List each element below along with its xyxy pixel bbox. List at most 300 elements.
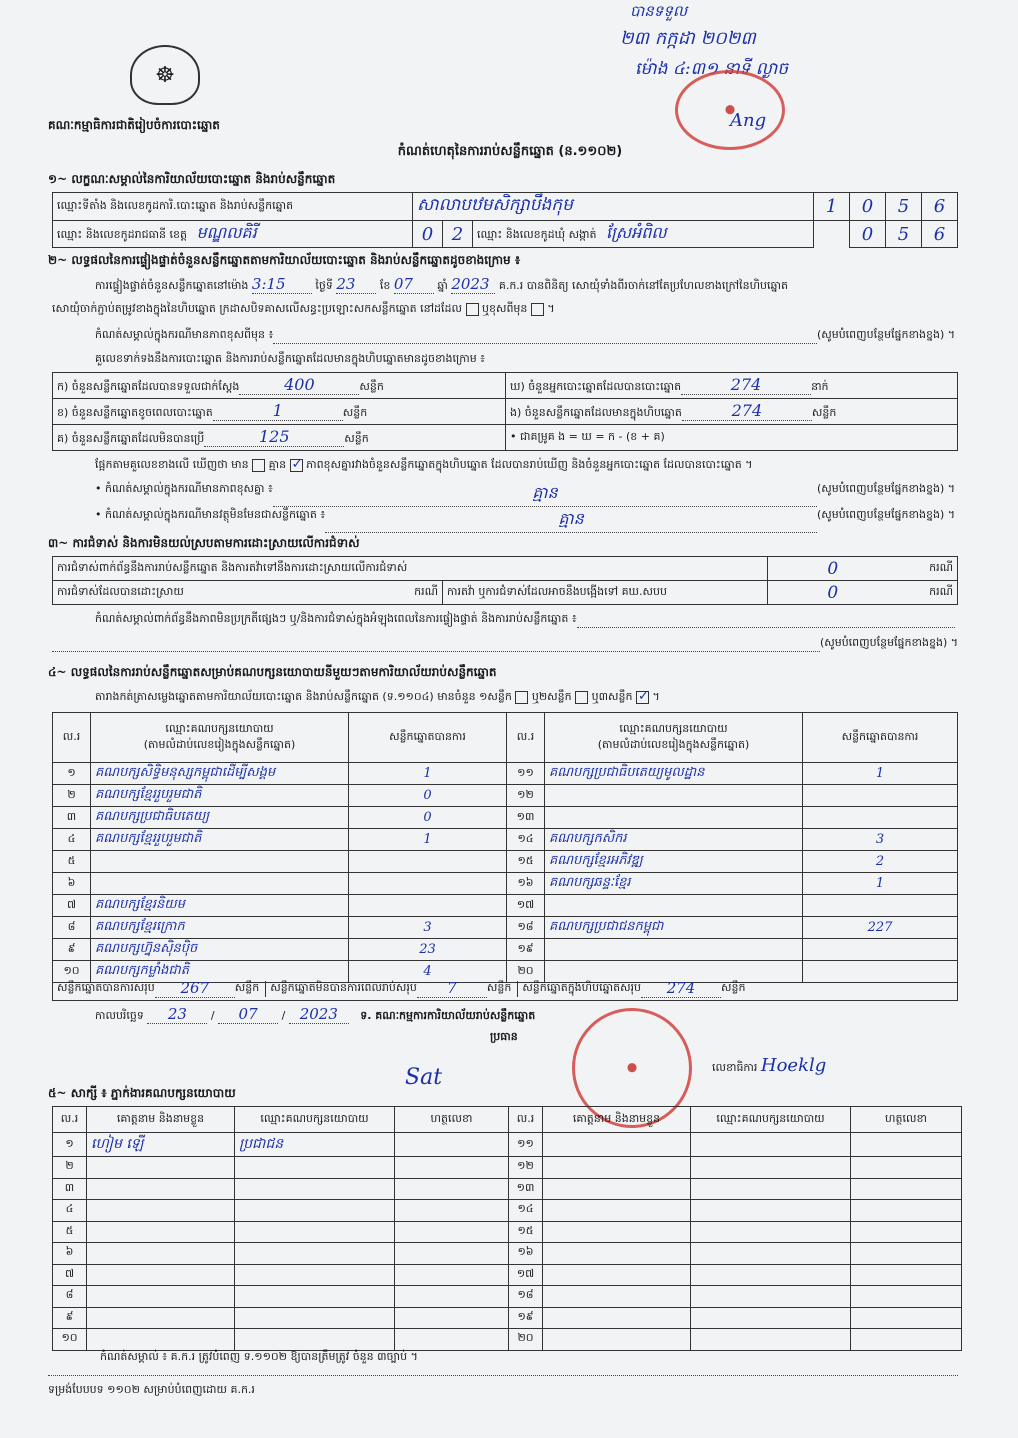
witness-signature: [851, 1329, 962, 1351]
complaints-row1-label: ការជំទាស់ពាក់ព័ន្ធនឹងការរាប់សន្លឹកឆ្នោត និងការតវ៉ាទៅនឹងការដោះស្រាយលើការជំទាស់: [53, 557, 768, 581]
party-votes: 3: [803, 829, 958, 851]
witness-name: [543, 1329, 691, 1351]
code-digit: 5: [886, 221, 922, 248]
witness-signature: [851, 1264, 962, 1286]
col-no: ល.រ: [509, 1107, 543, 1133]
date-line: កាលបរិច្ឆេទ 23 / 07 / 2023 ទ. គណៈកម្មការការិយាល័យរាប់សន្លឹកឆ្នោត: [95, 1005, 536, 1023]
party-name: គណបក្សខ្មែររួបរួមជាតិ: [91, 785, 349, 807]
results-table: [52, 712, 958, 983]
witness-name: [543, 1307, 691, 1329]
commune-label: ឈ្មោះ និងលេខកូដឃុំ សង្កាត់: [477, 228, 597, 241]
party-votes: [803, 785, 958, 807]
party-votes: 23: [349, 939, 507, 961]
diff-note-label: កំណត់សម្គាល់ក្នុងករណីមានភាពខុសពីមុន ៖: [95, 328, 274, 341]
resolved-label: ការជំទាស់ដែលបានដោះស្រាយ: [53, 581, 383, 605]
figures-table: [52, 372, 958, 451]
party-name: គណបក្សកសិករ: [545, 829, 803, 851]
row-number: ១: [53, 1133, 87, 1157]
polling-station-label: ឈ្មោះទីតាំង និងលេខកូដការិ.បោះឆ្នោត និងរាប់សន្លឹកឆ្នោត: [53, 193, 413, 221]
party-votes: 0: [349, 807, 507, 829]
witness-party: [691, 1329, 851, 1351]
witness-signature: [395, 1286, 509, 1308]
witness-row: [53, 1286, 962, 1308]
row-number: ១២: [509, 1157, 543, 1179]
code-digit: 6: [922, 221, 958, 248]
witness-row: [53, 1178, 962, 1200]
row-number: ១៩: [509, 1307, 543, 1329]
witness-name: [543, 1264, 691, 1286]
party-votes: 0: [349, 785, 507, 807]
receipt-note-line1: បានទទួល: [630, 2, 688, 20]
verification-line: [95, 275, 965, 295]
row-number: ២: [53, 1157, 87, 1179]
witness-signature: [851, 1157, 962, 1179]
witness-party: [691, 1200, 851, 1222]
row-number: ២: [53, 785, 91, 807]
row-number: ១៣: [507, 807, 545, 829]
verify-time: 3:15: [252, 275, 312, 294]
party-name: គណបក្សឆន្ទៈខ្មែរ: [545, 873, 803, 895]
code-digit: 0: [413, 221, 443, 248]
row-number: ២០: [509, 1329, 543, 1351]
party-name: គណបក្សខ្មែរនិយម: [91, 895, 349, 917]
results-row: [53, 851, 958, 873]
figure-b-value: 1: [213, 401, 343, 421]
section2-heading: ២~ លទ្ធផលនៃការផ្ទៀងផ្ទាត់ចំនួនសន្លឹកឆ្នោតតាមការិយាល័យបោះឆ្នោត និងរាប់សន្លឹកឆ្នោតដូចខាងក្រោម ៖: [48, 253, 521, 267]
witness-party: [235, 1178, 395, 1200]
verify-time-label: ការផ្ទៀងផ្ទាត់ចំនួនសន្លឹកឆ្នោតនៅម៉ោង: [95, 279, 249, 292]
witness-note: កំណត់សម្គាល់ ៖ គ.ក.រ ត្រូវបំពេញ ទ.១១០២ ឱ្យបានត្រឹមត្រូវ ចំនួន ៣ច្បាប់ ។: [100, 1350, 418, 1363]
code-digit: 0: [850, 221, 886, 248]
witness-party: [235, 1243, 395, 1265]
form-footer: ទម្រង់បែបបទ ១១០២ សម្រាប់បំពេញដោយ គ.ក.រ: [48, 1383, 255, 1396]
complaints-row1-value: 0: [768, 557, 898, 581]
results-row: [53, 785, 958, 807]
col-no: ល.រ: [53, 1107, 87, 1133]
witness-signature: [851, 1221, 962, 1243]
seal-text: សោយុំចាក់ភ្ជាប់តម្រូវខាងក្នុងនៃហិបឆ្នោត ក្រដាសបិទគាសលើសន្ធះប្រឡោះសកសន្លឹកឆ្នោត នៅដដែល: [52, 302, 462, 315]
figure-b-label: ខ) ចំនួនសន្លឹកឆ្នោតខូចពេលបោះឆ្នោត: [57, 406, 213, 419]
witness-row: [53, 1329, 962, 1351]
witness-party: [235, 1221, 395, 1243]
unit: នាក់: [811, 380, 829, 393]
witness-party: [235, 1200, 395, 1222]
witness-name: [543, 1200, 691, 1222]
different-label: ឬខុសពីមុន: [482, 302, 528, 315]
party-votes: [803, 939, 958, 961]
witness-signature: [395, 1264, 509, 1286]
party-name: [545, 939, 803, 961]
verify-year-label: ឆ្នាំ: [437, 279, 448, 292]
bullet2-label: • កំណត់សម្គាល់ក្នុងករណីមានវត្ថុមិនមែនជាសន្លឹកឆ្នោត ៖: [95, 508, 326, 521]
row-number: ៧: [53, 1264, 87, 1286]
section5-heading: ៥~ សាក្សី ៖ ភ្នាក់ងារគណបក្សនយោបាយ: [48, 1086, 236, 1100]
witness-row: [53, 1200, 962, 1222]
row-number: ១៨: [509, 1286, 543, 1308]
tally-sheets-label: តារាងកត់ត្រាសម្លេងឆ្នោតតាមការិយាល័យបោះឆ្នោត និងរាប់សន្លឹកឆ្នោត (ទ.១១០៤) មានចំនួន ១សន្លឹក: [95, 690, 512, 703]
row-number: ៧: [53, 895, 91, 917]
row-number: ៣: [53, 807, 91, 829]
row-number: ១៦: [509, 1243, 543, 1265]
col-votes: សន្លឹកឆ្នោតបានការ: [349, 713, 507, 763]
chair-label: ប្រធាន: [490, 1030, 518, 1043]
party-name: គណបក្សខ្មែរអភិវឌ្ឍ: [545, 851, 803, 873]
col-party-title: ឈ្មោះគណបក្សនយោបាយ: [619, 721, 728, 735]
code-digit: 2: [443, 221, 473, 248]
figure-c-value: 125: [204, 427, 344, 447]
party-name: គណបក្សហ្វ៊ុនស៊ិនប៉ិច: [91, 939, 349, 961]
bullet2-line: [95, 508, 955, 533]
witness-name: [543, 1133, 691, 1157]
witness-party: [235, 1286, 395, 1308]
party-name: គណបក្សខ្មែររួបរួមជាតិ: [91, 829, 349, 851]
seal-line: សោយុំចាក់ភ្ជាប់តម្រូវខាងក្នុងនៃហិបឆ្នោត ក្រដាសបិទគាសលើសន្ធះប្រឡោះសកសន្លឹកឆ្នោត នៅដដែល ឬខុសពីមុន ។: [52, 302, 555, 315]
section4-heading: ៤~ លទ្ធផលនៃការរាប់សន្លឹកឆ្នោតសម្រាប់គណបក្សនយោបាយនីមួយៗតាមការិយាល័យរាប់សន្លឹកឆ្នោត: [48, 665, 497, 679]
witness-signature: [851, 1243, 962, 1265]
party-name: គណបក្សសិទ្ធិមនុស្សកម្ពុជាដើម្បីសង្គម: [91, 763, 349, 785]
bullet1-line: [95, 482, 955, 507]
unit: សន្លឹក: [342, 406, 368, 419]
date-year: 2023: [289, 1005, 349, 1024]
total-invalid-value: 7: [417, 979, 487, 998]
row-number: ១: [53, 763, 91, 785]
witness-row: [53, 1307, 962, 1329]
row-number: ១០: [53, 1329, 87, 1351]
one-sheet-checkbox[interactable]: [515, 691, 528, 704]
witness-party: [235, 1329, 395, 1351]
results-row: [53, 829, 958, 851]
figure-b: [53, 399, 506, 425]
unit: សន្លឹក: [344, 432, 369, 445]
party-name: [545, 895, 803, 917]
witness-signature: [395, 1178, 509, 1200]
fill-back-note: (សូមបំពេញបន្ថែមផ្នែកខាងខ្នង) ។: [816, 482, 955, 495]
bullet2-value: គ្មាន: [325, 508, 817, 533]
no-discrepancy-checkbox[interactable]: [290, 459, 303, 472]
total-invalid-label: សន្លឹកឆ្នោតមិនបានការពេលរាប់សរុប: [265, 981, 417, 997]
witness-party: [691, 1307, 851, 1329]
party-name: គណបក្សប្រជាធិបតេយ្យមូលដ្ឋាន: [545, 763, 803, 785]
results-row: [53, 807, 958, 829]
party-votes: 4: [349, 961, 507, 983]
no-discrepancy-label: គ្មាន: [268, 458, 287, 471]
three-sheets-checkbox[interactable]: [636, 691, 649, 704]
unit: សន្លឹក: [359, 380, 384, 393]
figure-e: [506, 399, 958, 425]
verify-day-label: ថ្ងៃទី: [315, 279, 333, 292]
col-votes: សន្លឹកឆ្នោតបានការ: [803, 713, 958, 763]
two-sheets-label: ឬ២សន្លឹក: [531, 690, 572, 703]
row-number: ៤: [53, 1200, 87, 1222]
party-votes: 2: [803, 851, 958, 873]
row-number: ៩: [53, 939, 91, 961]
section3-heading: ៣~ ការជំទាស់ និងការមិនយល់ស្របតាមការដោះស្រាយលើការជំទាស់: [48, 536, 360, 550]
different-checkbox[interactable]: [531, 303, 544, 316]
row-number: ៦: [53, 1243, 87, 1265]
irregularity-label: កំណត់សម្គាល់ពាក់ព័ន្ធនឹងភាពមិនប្រក្រតីផ្សេងៗ ឬ/និងការជំទាស់ក្នុងអំឡុងពេលនៃការផ្ទៀងផ្ទាត់ និងការរាប់សន្លឹកឆ្នោត ៖: [95, 612, 577, 625]
discrepancy-label: ផ្អែកតាមគួលេខខាងលើ ឃើញថា មាន: [95, 458, 249, 471]
official-stamp-top: ⬤: [675, 70, 785, 150]
figure-e-label: ង) ចំនួនសន្លឹកឆ្នោតដែលមានក្នុងហិបឆ្នោត: [510, 406, 682, 419]
section1-table: [52, 192, 958, 248]
witness-row: [53, 1157, 962, 1179]
witness-row: [53, 1243, 962, 1265]
party-name: [545, 785, 803, 807]
row-number: ៩: [53, 1307, 87, 1329]
col-party-sub: (តាមលំដាប់លេខរៀងក្នុងសន្លឹកឆ្នោត): [597, 737, 750, 751]
figure-e-value: 274: [682, 401, 812, 421]
results-row: [53, 917, 958, 939]
figure-c-label: គ) ចំនួនសន្លឹកឆ្នោតដែលមិនបានប្រើ: [57, 432, 205, 445]
footer-divider: [48, 1375, 958, 1376]
witness-party: [691, 1286, 851, 1308]
code-digit: 0: [850, 193, 886, 221]
witness-party: [691, 1178, 851, 1200]
irregularity-field2[interactable]: [52, 636, 820, 652]
witness-row: [53, 1221, 962, 1243]
total-box-value: 274: [641, 979, 721, 998]
nec-logo-icon: ☸: [130, 45, 200, 105]
witness-name: [543, 1221, 691, 1243]
witness-name: [87, 1264, 235, 1286]
witness-signature: [395, 1157, 509, 1179]
party-name: គណបក្សកម្លាំងជាតិ: [91, 961, 349, 983]
row-number: ១០: [53, 961, 91, 983]
witness-name: [87, 1178, 235, 1200]
witness-party: [691, 1264, 851, 1286]
witness-party: [235, 1264, 395, 1286]
figure-c: [53, 425, 506, 451]
witness-party: [691, 1133, 851, 1157]
row-number: ៨: [53, 1286, 87, 1308]
totals-row: [52, 977, 958, 1001]
figure-d-label: ឃ) ចំនួនអ្នកបោះឆ្នោតដែលបានបោះឆ្នោត: [510, 380, 682, 393]
figure-a: [53, 373, 506, 399]
row-number: ១៤: [509, 1200, 543, 1222]
commune-value: ស្រែអំពិល: [606, 223, 667, 242]
witness-name: [543, 1157, 691, 1179]
party-votes: 1: [349, 763, 507, 785]
row-number: ១២: [507, 785, 545, 807]
secretary-label: លេខាធិការ: [712, 1061, 758, 1074]
bullet1-value: គ្មាន: [273, 482, 817, 507]
results-row: [53, 895, 958, 917]
section1-heading: ១~ លក្ខណៈសម្គាល់នៃការិយាល័យបោះឆ្នោត និងរាប់សន្លឹកឆ្នោត: [48, 172, 336, 186]
secretary-signature: Hoeklg: [760, 1055, 827, 1076]
party-name: គណបក្សប្រជាធិបតេយ្យ: [91, 807, 349, 829]
figures-intro: គួលេខទាក់ទងនឹងការបោះឆ្នោត និងការរាប់សន្លឹកឆ្នោតដែលមានក្នុងហិបឆ្នោតមានដូចខាងក្រោម ៖: [95, 352, 486, 365]
col-sign: ហត្ថលេខា: [395, 1107, 509, 1133]
party-votes: 1: [803, 763, 958, 785]
witness-signature: [851, 1307, 962, 1329]
row-number: ១៥: [509, 1221, 543, 1243]
commune-cell: [473, 221, 814, 248]
unit: សន្លឹក: [486, 980, 512, 994]
unit: ករណី: [383, 581, 443, 605]
witness-party: ប្រជាជន: [235, 1133, 395, 1157]
discrepancy-rest: ភាពខុសគ្នារវាងចំនួនសន្លឹកឆ្នោតក្នុងហិបឆ្នោត ដែលបានរាប់ឃើញ និងចំនួនអ្នកបោះឆ្នោត ដែលបានបោះឆ្នោត ។: [306, 458, 753, 471]
witness-name: [87, 1307, 235, 1329]
witness-signature: [395, 1307, 509, 1329]
results-row: [53, 939, 958, 961]
receipt-signature: Ang: [730, 110, 767, 131]
witness-signature: [395, 1133, 509, 1157]
has-discrepancy-checkbox[interactable]: [252, 459, 265, 472]
witness-signature: [395, 1221, 509, 1243]
party-name: គណបក្សខ្មែរក្រោក: [91, 917, 349, 939]
verify-month-label: ខែ: [379, 279, 391, 292]
tally-sheets-line: តារាងកត់ត្រាសម្លេងឆ្នោតតាមការិយាល័យបោះឆ្នោត និងរាប់សន្លឹកឆ្នោត (ទ.១១០៤) មានចំនួន ១សន្លឹក ឬ២សន្លឹក ឬ៣សន្លឹក ✓ ។: [95, 690, 660, 706]
witness-signature: [395, 1200, 509, 1222]
party-votes: 1: [803, 873, 958, 895]
witness-signature: [851, 1286, 962, 1308]
party-votes: 3: [349, 917, 507, 939]
figure-a-label: ក) ចំនួនសន្លឹកឆ្នោតដែលបានទទួលជាក់ស្តែង: [57, 380, 240, 393]
row-number: ៥: [53, 851, 91, 873]
witness-party: [691, 1243, 851, 1265]
irregularity-line2: [52, 636, 958, 652]
witness-signature: [395, 1329, 509, 1351]
date-month: 07: [218, 1005, 278, 1024]
row-number: ១៣: [509, 1178, 543, 1200]
witness-party: [691, 1221, 851, 1243]
witness-signature: [395, 1243, 509, 1265]
code-digit: 5: [886, 193, 922, 221]
irregularity-line: [95, 612, 955, 628]
results-row: [53, 873, 958, 895]
row-number: ២០: [507, 961, 545, 983]
diff-note-line: [95, 328, 955, 344]
two-sheets-checkbox[interactable]: [575, 691, 588, 704]
row-number: ៣: [53, 1178, 87, 1200]
witness-row: [53, 1133, 962, 1157]
col-party-sub: (តាមលំដាប់លេខរៀងក្នុងសន្លឹកឆ្នោត): [143, 737, 296, 751]
col-sign: ហត្ថលេខា: [851, 1107, 962, 1133]
row-number: ៦: [53, 873, 91, 895]
row-number: ១១: [509, 1133, 543, 1157]
bullet1-label: • កំណត់សម្គាល់ក្នុងករណីមានភាពខុសគ្នា ៖: [95, 482, 273, 495]
party-votes: 227: [803, 917, 958, 939]
row-number: ១៧: [509, 1264, 543, 1286]
verify-day: 23: [336, 275, 376, 294]
fill-back-note: (សូមបំពេញបន្ថែមផ្នែកខាងខ្នង) ។: [816, 328, 955, 341]
receipt-note-line2: ២៣ កក្កដា ២០២៣: [620, 28, 756, 49]
witness-name: [87, 1157, 235, 1179]
total-valid-value: 267: [155, 979, 235, 998]
witness-name: [543, 1286, 691, 1308]
party-name: [91, 851, 349, 873]
party-votes: 1: [349, 829, 507, 851]
total-box-label: សន្លឹកឆ្នោតក្នុងហិបឆ្នោតសរុប: [517, 981, 641, 997]
witness-party: [691, 1157, 851, 1179]
witness-signature: [851, 1133, 962, 1157]
witness-name: ហៀម ឡើ: [87, 1133, 235, 1157]
witness-table: [52, 1106, 962, 1351]
row-number: ៨: [53, 917, 91, 939]
col-party: [545, 713, 803, 763]
col-party: ឈ្មោះគណបក្សនយោបាយ: [235, 1107, 395, 1133]
col-name: គោត្តនាម និងនាមខ្លួន: [543, 1107, 691, 1133]
same-checkbox[interactable]: [466, 303, 479, 316]
witness-party: [235, 1307, 395, 1329]
col-name: គោត្តនាម និងនាមខ្លួន: [87, 1107, 235, 1133]
party-votes: [803, 807, 958, 829]
figure-d: [506, 373, 958, 399]
witness-name: [87, 1286, 235, 1308]
witness-name: [87, 1329, 235, 1351]
receipt-note-line3: ម៉ោង ៤:៣១ នាទី ល្ងាច: [635, 59, 789, 79]
code-spacer: [814, 221, 850, 248]
secretary-line: [712, 1055, 826, 1077]
party-votes: [349, 895, 507, 917]
party-name: [91, 873, 349, 895]
date-day: 23: [147, 1005, 207, 1024]
witness-signature: [851, 1178, 962, 1200]
col-party: ឈ្មោះគណបក្សនយោបាយ: [691, 1107, 851, 1133]
results-row: [53, 763, 958, 785]
row-number: ១៤: [507, 829, 545, 851]
org-name: គណៈកម្មាធិការជាតិរៀបចំការបោះឆ្នោត: [48, 118, 220, 132]
fill-back-note: (សូមបំពេញបន្ថែមផ្នែកខាងខ្នង) ។: [816, 508, 955, 521]
row-number: ១៩: [507, 939, 545, 961]
row-number: ១៨: [507, 917, 545, 939]
official-stamp-bottom: ⬤: [572, 1008, 692, 1128]
party-votes: [803, 895, 958, 917]
verify-month: 07: [394, 275, 434, 294]
province-label: ឈ្មោះ និងលេខកូដរាជធានី ខេត្ត: [57, 228, 187, 241]
complaints-table: [52, 556, 958, 605]
irregularity-field[interactable]: [577, 612, 955, 628]
unit: ករណី: [898, 581, 958, 605]
chair-signature: Sat: [405, 1065, 443, 1090]
unit: សន្លឹក: [721, 980, 746, 994]
polling-station-value: សាលាបឋមសិក្សាបឹងកុម: [413, 193, 814, 221]
verify-text: គ.ក.រ បានពិនិត្យ សោយុំទាំងពីរចាក់នៅតែប្រហែលខាងក្រៅនៃហិបឆ្នោត: [498, 279, 788, 292]
row-number: ១៥: [507, 851, 545, 873]
party-votes: [349, 873, 507, 895]
committee-label: ទ. គណៈកម្មការការិយាល័យរាប់សន្លឹកឆ្នោត: [360, 1009, 536, 1022]
code-digit: 1: [814, 193, 850, 221]
diff-note-field[interactable]: [273, 328, 817, 344]
row-number: ១៦: [507, 873, 545, 895]
escalated-value: 0: [768, 581, 898, 605]
witness-name: [87, 1200, 235, 1222]
unit: សន្លឹក: [811, 406, 837, 419]
witness-row: [53, 1264, 962, 1286]
date-label: កាលបរិច្ឆេទ: [95, 1009, 144, 1022]
unit: ករណី: [898, 557, 958, 581]
discrepancy-line: [95, 458, 752, 474]
row-number: ១១: [507, 763, 545, 785]
witness-signature: [851, 1200, 962, 1222]
party-name: [545, 807, 803, 829]
row-number: ១៧: [507, 895, 545, 917]
witness-party: [235, 1157, 395, 1179]
escalated-label: ការតវ៉ា ឬការជំទាស់ដែលអាចនឹងបង្អើងទៅ គឃ.សបប: [443, 581, 768, 605]
col-party: [91, 713, 349, 763]
col-no: ល.រ: [507, 713, 545, 763]
col-no: ល.រ: [53, 713, 91, 763]
witness-name: [87, 1243, 235, 1265]
col-party-title: ឈ្មោះគណបក្សនយោបាយ: [165, 721, 274, 735]
province-cell: [53, 221, 413, 248]
figure-d-value: 274: [681, 375, 811, 395]
row-number: ៤: [53, 829, 91, 851]
code-digit: 6: [922, 193, 958, 221]
document-title: កំណត់ហេតុនៃការរាប់សន្លឹកឆ្នោត (ន.១១០២): [397, 144, 623, 159]
three-sheets-label: ឬ៣សន្លឹក: [591, 690, 633, 703]
total-valid-label: សន្លឹកឆ្នោតបានការសរុប: [57, 980, 155, 994]
